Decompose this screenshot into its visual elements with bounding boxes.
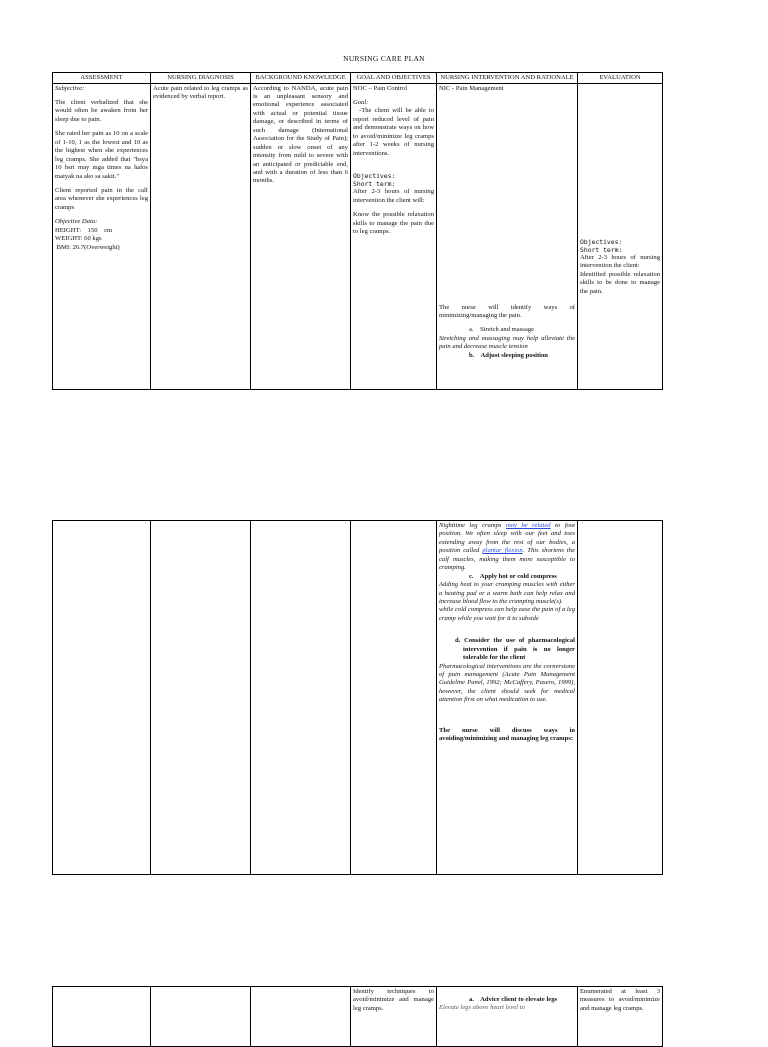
header-nursing-diagnosis: NURSING DIAGNOSIS (151, 73, 251, 84)
intervention-cell (437, 83, 578, 389)
header-row (53, 73, 663, 84)
intervention-a-label: a. Advice client to elevate legs (469, 996, 558, 1003)
evaluation-cell (578, 83, 663, 389)
intervention-cell (437, 521, 578, 875)
objective-after-text: After 2-3 hours of nursing intervention the client will: (353, 188, 434, 204)
diagnosis-cell (151, 987, 251, 1047)
care-plan-table-page1 (52, 72, 663, 390)
goal-cell (351, 987, 437, 1047)
height-value: HEIGHT: 150 cm (55, 226, 113, 234)
intervention-c-text: while cold compress can help ease the pain of a leg cramp while you wait for it to subside (439, 606, 575, 622)
header-evaluation: EVALUATION (578, 73, 663, 84)
assessment-cell (53, 83, 151, 389)
weight-value: WEIGHT: 60 kgs (55, 235, 102, 243)
header-assessment: ASSESSMENT (53, 73, 151, 84)
intervention-a-label: a. Stretch and massage (469, 326, 535, 334)
goal-text: -The client will be able to report reduced level of pain and demonstrate ways on how to avoid/minimize leg cramps after 1-2 weeks of nursing interventions. (353, 107, 434, 157)
intervention-d-label: d. Consider the use of pharmacological intervention if pain is no longer tolerable for the client (455, 637, 575, 662)
intervention-a-text: Stretching and massaging may help alleviate the pain and decrease muscle tension (439, 334, 575, 351)
subjective-label: Subjective: (55, 84, 85, 92)
goal-identify-text: Identify techniques to avoid/minimize and manage leg cramps. (353, 988, 434, 1012)
background-cell (251, 521, 351, 875)
diagnosis-cell (151, 521, 251, 875)
goal-cell (351, 521, 437, 875)
background-cell (251, 83, 351, 389)
assessment-text: The client verbalized that she would often be awaken from her sleep due to pain. (55, 99, 148, 123)
header-intervention-rationale: NURSING INTERVENTION AND RATIONALE (437, 73, 578, 84)
evaluation-cell (578, 987, 663, 1047)
intervention-b-label: b. Adjust sleeping position (469, 351, 548, 359)
header-goal-objectives: GOAL AND OBJECTIVES (351, 73, 437, 84)
assessment-cell (53, 987, 151, 1047)
diagnosis-cell (151, 83, 251, 389)
intervention-cell (437, 987, 578, 1047)
header-background-knowledge: BACKGROUND KNOWLEDGE (251, 73, 351, 84)
plantar-flexion-link[interactable]: plantar flexion (482, 547, 523, 555)
intervention-d-text: Pharmacological interventions are the cornerstone of pain management (Acute Pain Management Guideline Panel, 1992; McCaffery, Pasero, 1999), however, the client should seek for medical attention first on what medication to use. (439, 662, 575, 704)
eval-identified-text: Identified possible relaxation skills to be done to manage the pain. (580, 270, 660, 295)
goal-label: Goal: (353, 99, 369, 107)
background-text: According to NANDA, acute pain is an unpleasant sensory and emotional experience associated with actual or potential tissue damage, or described in terms of such damage (International Association for the Study of Pain); sudden or slow onset of any intensity from mild to severe with an anticipated or predictable end, and with a duration of less than 6 months. (253, 84, 348, 185)
diagnosis-text: Acute pain related to leg cramps as evidenced by verbal report. (153, 84, 248, 101)
intervention-identify-text: The nurse will identify ways of minimizing/managing the pain. (439, 303, 575, 320)
care-plan-table-page2 (52, 520, 663, 875)
table-row (53, 521, 663, 875)
plantar-flexion-text: Nighttime leg cramps may be related to foot position. We often sleep with our feet and toes extending away from the rest of our bodies, a position called plantar flexion. This shortens the calf muscles, making them more susceptible to cramping. (439, 522, 575, 572)
assessment-cell (53, 521, 151, 875)
eval-objectives-label: Objectives: (580, 237, 623, 246)
document-title: NURSING CARE PLAN (343, 54, 425, 63)
objectives-label: Objectives: (353, 172, 396, 181)
intervention-a-text: Elevate legs above heart level to (439, 1004, 525, 1012)
intervention-c-text: Adding heat to your cramping muscles with either a heating pad or a warm bath can help relax and increase blood flow to the cramping muscle(s). (439, 581, 575, 605)
intervention-c-label: c. Apply hot or cold compress (469, 572, 557, 580)
objective-label: Objective Data: (55, 218, 98, 226)
evaluation-cell (578, 521, 663, 875)
table-row (53, 987, 663, 1047)
nic-label: NIC - Pain Management (439, 84, 504, 92)
goal-cell (351, 83, 437, 389)
table-row (53, 83, 663, 389)
eval-after-text: After 2-3 hours of nursing intervention the client: (580, 253, 660, 270)
assessment-text: Client reported pain in the calf area whenever she experiences leg cramps (55, 186, 148, 211)
objective-know-text: Know the possible relaxation skills to manage the pain due to leg cramps. (353, 211, 434, 236)
background-cell (251, 987, 351, 1047)
care-plan-table-page3 (52, 986, 663, 1047)
intervention-discuss-text: The nurse will discuss ways in avoiding/minimizing and managing leg cramps: (439, 726, 575, 743)
noc-label: NOC – Pain Control (353, 84, 408, 92)
assessment-text: She rated her pain as 10 on a scale of 1-10, 1 as the lowest and 10 as the highest when she experiences leg cramps. She added that "bsya 10 bsri may mga times na halos maiyak na ako sa sakit." (55, 130, 148, 180)
may-be-related-link[interactable]: may be related (505, 522, 551, 529)
eval-enumerated-text: Enumerated at least 3 measures to avoid/minimize and manage leg cramps. (580, 988, 660, 1012)
short-term-label: Short term: (353, 180, 396, 189)
eval-short-term-label: Short term: (580, 245, 623, 254)
bmi-value: BMI: 26.7(Overweight) (55, 243, 120, 251)
